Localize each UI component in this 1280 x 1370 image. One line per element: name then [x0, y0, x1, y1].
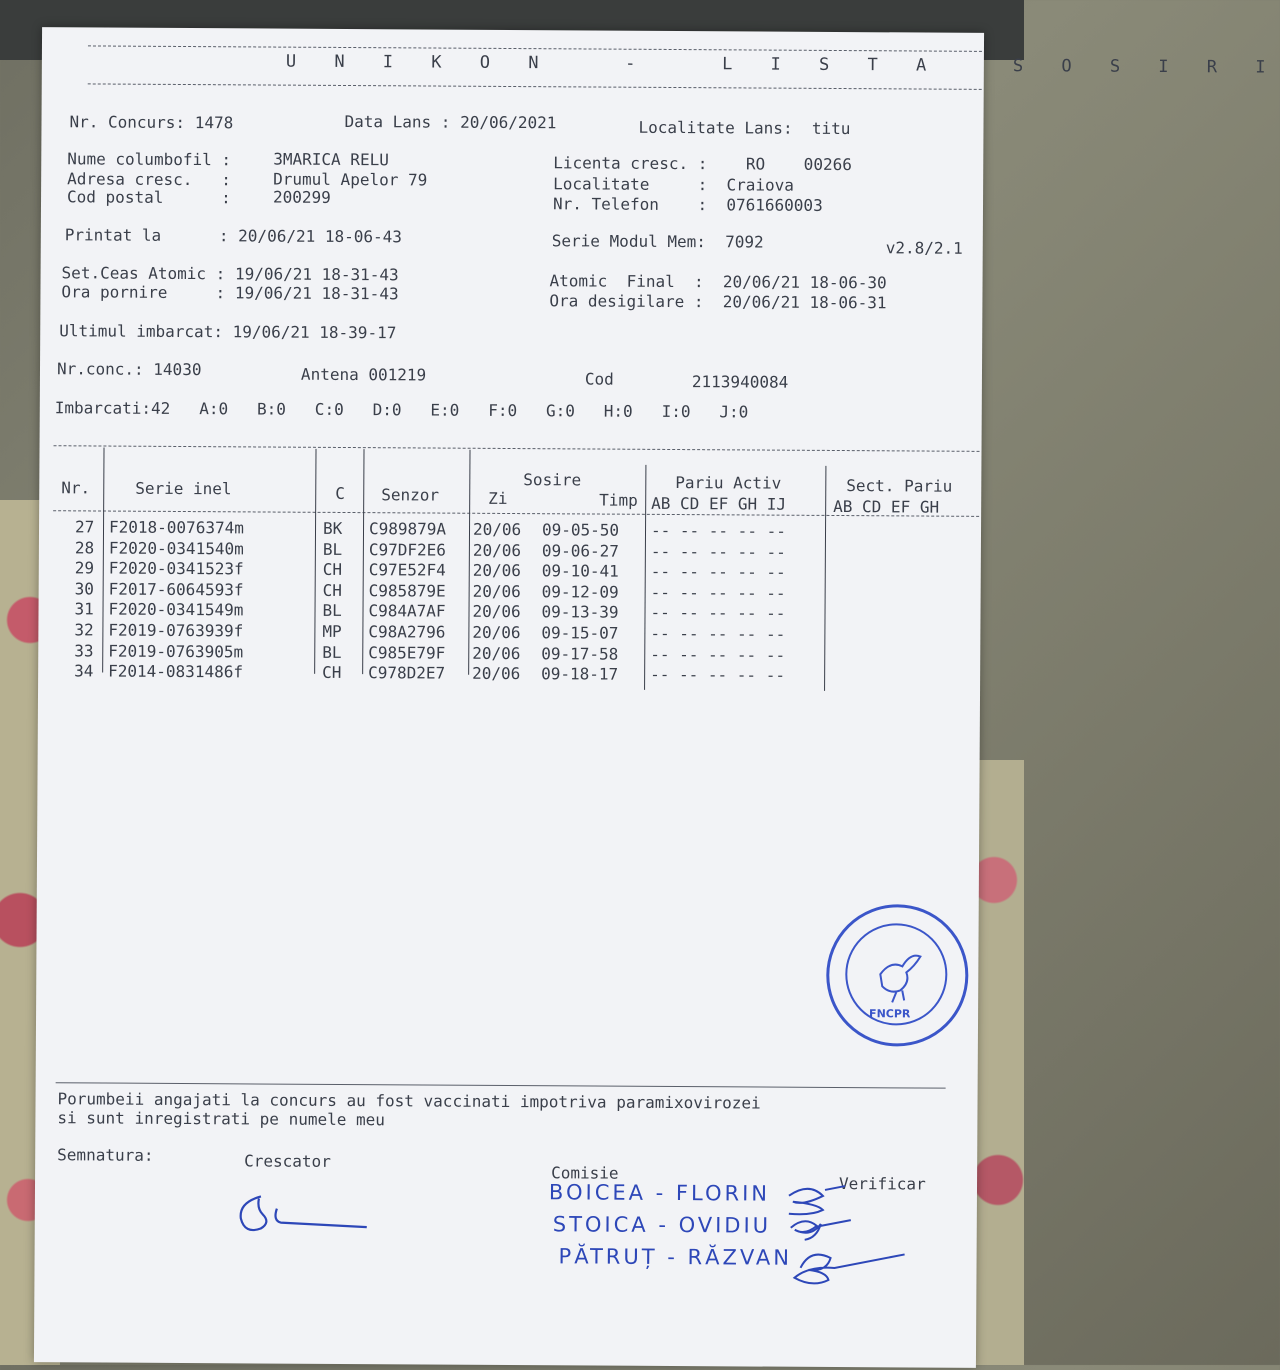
cell-c: BK — [322, 518, 343, 538]
document-title: U N I K O N - L I S T A S O S I R I — [285, 51, 1280, 78]
col-divider-pariu — [824, 466, 826, 691]
atomic-final: Atomic Final : 20/06/21 18-06-30 — [549, 271, 887, 293]
ora-pornire: Ora pornire : 19/06/21 18-31-43 — [61, 282, 399, 304]
header-c: C — [335, 483, 345, 503]
col-divider-sosire — [644, 465, 646, 690]
localitate: Localitate : Craiova — [553, 174, 795, 195]
header-timp: Timp — [599, 490, 638, 510]
ora-desigilare: Ora desigilare : 20/06/21 18-06-31 — [549, 291, 887, 313]
comisie-member-2: STOICA - OVIDIU — [552, 1212, 772, 1238]
cell-senzor: C984A7AF — [368, 601, 446, 622]
association-stamp — [826, 904, 969, 1047]
nume-value: 3MARICA RELU — [273, 149, 389, 170]
cell-nr: 28 — [74, 537, 95, 558]
cell-timp: 09-12-09 — [541, 581, 619, 602]
cell-zi: 20/06 — [472, 602, 521, 622]
set-ceas-atomic: Set.Ceas Atomic : 19/06/21 18-31-43 — [61, 263, 399, 285]
header-serie-inel: Serie inel — [135, 478, 232, 499]
cell-senzor: C989879A — [368, 519, 447, 539]
cell-zi: 20/06 — [472, 560, 522, 581]
adresa-label: Adresa cresc. : — [67, 169, 231, 190]
adresa-value: Drumul Apelor 79 — [273, 169, 428, 190]
localitate-lans: Localitate Lans: titu — [638, 117, 851, 139]
col-divider-senzor — [468, 450, 470, 675]
cell-senzor: C97DF2E6 — [368, 539, 447, 560]
serie-modul-mem: Serie Modul Mem: 7092 — [551, 231, 764, 252]
ultimul-imbarcat: Ultimul imbarcat: 19/06/21 18-39-17 — [59, 321, 397, 343]
cell-serie-inel: F2019-0763905m — [108, 641, 244, 661]
cell-timp: 09-13-39 — [541, 602, 619, 623]
cell-c: BL — [322, 539, 343, 559]
header-sect-sub: AB CD EF GH — [833, 496, 940, 517]
cell-senzor: C985E79F — [368, 642, 446, 663]
cod-value: 2113940084 — [691, 372, 789, 392]
cell-pariu-activ: -- -- -- -- -- — [650, 603, 786, 624]
cell-c: CH — [322, 560, 343, 580]
verificar-label: Verificar — [838, 1174, 926, 1194]
col-divider-c — [362, 449, 364, 674]
cell-serie-inel: F2019-0763939f — [108, 620, 244, 641]
cell-pariu-activ: -- -- -- -- -- — [650, 582, 786, 603]
cell-serie-inel: F2020-0341540m — [108, 538, 244, 558]
cell-nr: 32 — [74, 620, 94, 640]
data-lans: Data Lans : 20/06/2021 — [344, 111, 557, 133]
antena: Antena 001219 — [300, 364, 427, 385]
cell-nr: 34 — [74, 661, 94, 681]
cell-senzor: C985879E — [368, 580, 446, 601]
nume-label: Nume columbofil : — [67, 149, 232, 170]
comisie-member-1: BOICEA - FLORIN — [548, 1180, 771, 1206]
cell-zi: 20/06 — [472, 643, 521, 663]
cell-senzor: C978D2E7 — [368, 663, 446, 683]
cell-zi: 20/06 — [472, 540, 522, 560]
footer-rule — [56, 1082, 946, 1088]
cod-label: Cod — [584, 369, 614, 389]
cell-nr: 27 — [74, 517, 95, 537]
cell-senzor: C97E52F4 — [368, 560, 446, 580]
printat-la: Printat la : 20/06/21 18-06-43 — [64, 225, 403, 247]
cell-nr: 30 — [74, 579, 94, 599]
versiune: v2.8/2.1 — [885, 238, 963, 258]
cell-zi: 20/06 — [472, 519, 522, 540]
header-zi: Zi — [488, 488, 508, 508]
cell-pariu-activ: -- -- -- -- -- — [650, 623, 786, 644]
cod-postal-value: 200299 — [272, 187, 331, 207]
cell-timp: 09-05-50 — [541, 520, 620, 540]
table-top-border — [54, 445, 980, 452]
cell-pariu-activ: -- -- -- -- -- — [650, 562, 786, 582]
licenta-crescator: Licenta cresc. : RO 00266 — [553, 153, 852, 175]
header-nr: Nr. — [61, 478, 91, 498]
printed-receipt — [34, 27, 1280, 1368]
declaratie-line2: si sunt inregistrati pe numele meu — [57, 1108, 385, 1130]
cell-timp: 09-06-27 — [541, 540, 620, 561]
header-senzor: Senzor — [381, 485, 440, 505]
cell-c: CH — [322, 580, 342, 600]
cell-pariu-activ: -- -- -- -- -- — [650, 541, 786, 562]
telefon: Nr. Telefon : 0761660003 — [552, 194, 823, 215]
cell-timp: 09-18-17 — [541, 664, 619, 684]
cell-c: MP — [322, 621, 342, 641]
cell-timp: 09-17-58 — [541, 643, 619, 664]
cell-c: BL — [322, 642, 342, 662]
header-bottom-border — [88, 83, 982, 89]
stamp-fncpr: FNCPR — [869, 1007, 911, 1021]
header-top-border — [88, 45, 982, 51]
cell-pariu-activ: -- -- -- -- -- — [650, 520, 786, 541]
declaratie-line1: Porumbeii angajati la concurs au fost vaccinati impotriva paramixovirozei — [57, 1089, 761, 1113]
cell-serie-inel: F2014-0831486f — [108, 661, 244, 682]
cell-serie-inel: F2020-0341523f — [108, 558, 244, 579]
cell-timp: 09-10-41 — [541, 561, 619, 581]
crescator-label: Crescator — [244, 1151, 331, 1171]
cell-c: CH — [322, 663, 342, 683]
header-sosire: Sosire — [523, 470, 582, 490]
cell-pariu-activ: -- -- -- -- -- — [650, 665, 786, 685]
col-divider-serie — [314, 449, 316, 674]
comisie-label: Comisie — [551, 1163, 619, 1183]
comisie-member-3: PĂTRUȚ - RĂZVAN — [558, 1244, 793, 1270]
cell-nr: 31 — [74, 599, 94, 619]
cell-zi: 20/06 — [472, 622, 521, 643]
cell-c: BL — [322, 601, 342, 621]
cell-senzor: C98A2796 — [368, 622, 446, 642]
cell-zi: 20/06 — [472, 581, 521, 601]
comisie-signatures — [780, 1182, 921, 1293]
cell-zi: 20/06 — [472, 663, 521, 684]
cell-nr: 33 — [74, 640, 94, 661]
header-pariu-sub: AB CD EF GH IJ — [651, 493, 787, 514]
imbarcati-summary: Imbarcati:42 A:0 B:0 C:0 D:0 E:0 F:0 G:0 H:0 I:0 J:0 — [54, 398, 749, 422]
cell-pariu-activ: -- -- -- -- -- — [650, 644, 786, 665]
cell-serie-inel: F2018-0076374m — [108, 517, 244, 538]
header-sect-pariu: Sect. Pariu — [846, 476, 953, 496]
cell-timp: 09-15-07 — [541, 623, 619, 643]
crescator-signature — [231, 1188, 391, 1249]
semnatura-label: Semnatura: — [57, 1145, 154, 1165]
col-divider-nr — [102, 448, 104, 673]
cell-serie-inel: F2017-6064593f — [108, 579, 244, 600]
header-pariu-activ: Pariu Activ — [675, 473, 782, 493]
cell-nr: 29 — [74, 558, 95, 578]
cell-serie-inel: F2020-0341549m — [108, 599, 244, 620]
nr-conc: Nr.conc.: 14030 — [56, 359, 202, 380]
nr-concurs: Nr. Concurs: 1478 — [69, 112, 234, 133]
cod-postal-label: Cod postal : — [66, 187, 231, 208]
